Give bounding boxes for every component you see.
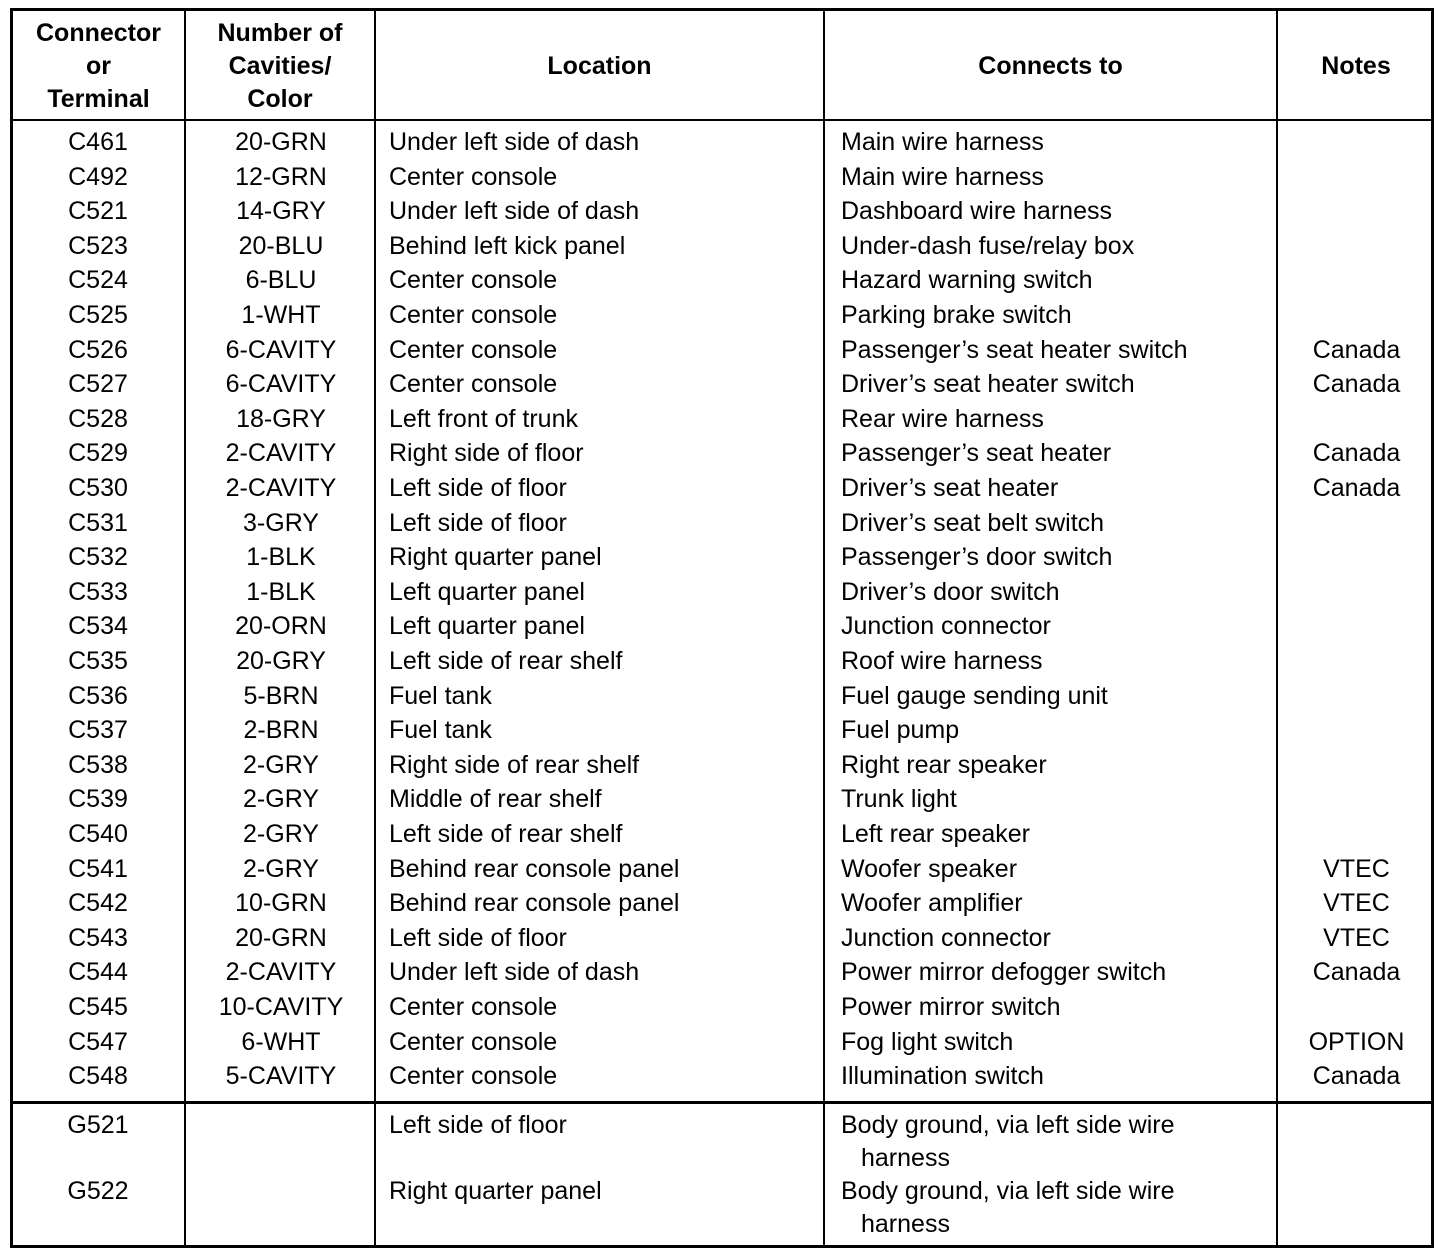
table-row-location: Center console: [389, 1062, 558, 1091]
table-row-connects-to: Woofer speaker: [841, 854, 1018, 883]
table-row-cavity-color: 2-BRN: [243, 716, 319, 745]
table-row-connector-id: C532: [68, 543, 128, 572]
table-row-notes: Canada: [1312, 439, 1401, 468]
column-divider: [1276, 11, 1278, 1245]
ground-row-id: G521: [67, 1111, 129, 1139]
table-row-location: Middle of rear shelf: [389, 785, 602, 814]
table-row-connector-id: C528: [68, 404, 128, 433]
table-row-notes: Canada: [1312, 1062, 1401, 1091]
ground-row-id: G522: [67, 1177, 129, 1205]
header-connector-line3: Terminal: [47, 84, 150, 113]
table-row-connector-id: C530: [68, 474, 128, 502]
table-row-cavity-color: 18-GRY: [236, 404, 326, 433]
table-row-connects-to: Trunk light: [841, 785, 957, 814]
table-row-location: Center console: [389, 370, 558, 399]
table-row-cavity-color: 20-ORN: [235, 612, 327, 641]
table-row-connector-id: C526: [68, 335, 128, 364]
table-row-location: Left quarter panel: [389, 612, 585, 641]
table-row-connector-id: C527: [68, 370, 128, 399]
table-row-location: Left front of trunk: [389, 404, 578, 433]
table-row-notes: VTEC: [1323, 923, 1390, 952]
table-row-connects-to: Illumination switch: [841, 1062, 1044, 1091]
header-notes: [1278, 11, 1434, 121]
table-row-connector-id: C492: [68, 162, 128, 191]
table-row-connector-id: C534: [68, 612, 128, 641]
table-row-connector-id: C537: [68, 716, 128, 745]
table-row-notes: OPTION: [1308, 1027, 1405, 1056]
table-row-connects-to: Passenger’s seat heater switch: [841, 335, 1188, 364]
table-row-location: Right side of rear shelf: [389, 750, 640, 779]
table-row-connector-id: C524: [68, 266, 128, 295]
table-row-cavity-color: 6-WHT: [241, 1027, 321, 1056]
table-row-connects-to: Rear wire harness: [841, 404, 1044, 433]
table-row-connector-id: C531: [68, 508, 128, 537]
table-row-connector-id: C533: [68, 577, 128, 606]
table-row-connector-id: C539: [68, 785, 128, 814]
table-row-connects-to: Fuel pump: [841, 716, 960, 745]
table-row-connects-to: Passenger’s door switch: [841, 543, 1113, 572]
table-row-location: Right side of floor: [389, 439, 584, 468]
table-row-notes: Canada: [1312, 958, 1401, 987]
table-row-location: Center console: [389, 335, 558, 364]
table-row-notes: Canada: [1312, 474, 1401, 502]
table-row-location: Left side of floor: [389, 474, 567, 502]
table-row-notes: Canada: [1312, 370, 1401, 399]
table-row-notes: VTEC: [1323, 889, 1390, 918]
header-connects-to: [825, 11, 1276, 121]
table-row-location: Behind rear console panel: [389, 889, 680, 918]
table-row-connects-to: Power mirror switch: [841, 993, 1061, 1021]
column-divider: [184, 11, 186, 1245]
table-row-cavity-color: 2-CAVITY: [225, 439, 337, 468]
header-location-label: Location: [547, 51, 652, 80]
table-row-location: Behind rear console panel: [389, 854, 680, 883]
table-row-connector-id: C523: [68, 231, 128, 260]
ground-row-location: Left side of floor: [389, 1111, 567, 1139]
table-row-cavity-color: 6-BLU: [245, 266, 317, 295]
ground-connects-to-line2: harness: [861, 1210, 950, 1238]
header-cavities-line2: Cavities/: [228, 51, 332, 80]
table-row-location: Under left side of dash: [389, 128, 640, 156]
table-row-location: Center console: [389, 1027, 558, 1056]
table-row-connects-to: Driver’s seat heater: [841, 474, 1059, 502]
table-row-cavity-color: 2-GRY: [243, 820, 319, 848]
table-row-connector-id: C548: [68, 1062, 128, 1091]
table-row-location: Behind left kick panel: [389, 231, 626, 260]
table-row-cavity-color: 2-GRY: [243, 750, 319, 779]
table-row-cavity-color: 2-GRY: [243, 785, 319, 814]
table-row-location: Fuel tank: [389, 681, 492, 710]
table-row-location: Left side of rear shelf: [389, 820, 623, 848]
table-row-location: Left side of floor: [389, 508, 567, 537]
header-connector: [13, 11, 184, 121]
table-row-connects-to: Parking brake switch: [841, 301, 1072, 329]
table-row-notes: VTEC: [1323, 854, 1390, 883]
table-row-connector-id: C529: [68, 439, 128, 468]
table-row-location: Center console: [389, 266, 558, 295]
table-row-notes: Canada: [1312, 335, 1401, 364]
table-row-cavity-color: 12-GRN: [235, 162, 327, 191]
table-row-connector-id: C547: [68, 1027, 128, 1056]
column-divider: [823, 11, 825, 1245]
table-row-cavity-color: 14-GRY: [236, 197, 326, 226]
header-notes-label: Notes: [1321, 51, 1391, 80]
table-row-connects-to: Left rear speaker: [841, 820, 1030, 848]
table-row-connector-id: C536: [68, 681, 128, 710]
table-row-cavity-color: 6-CAVITY: [225, 370, 337, 399]
table-row-cavity-color: 20-GRN: [235, 923, 327, 952]
table-row-cavity-color: 5-CAVITY: [225, 1062, 337, 1091]
table-row-location: Center console: [389, 301, 558, 329]
table-row-connects-to: Right rear speaker: [841, 750, 1047, 779]
table-row-connects-to: Roof wire harness: [841, 647, 1043, 675]
table-row-location: Center console: [389, 993, 558, 1021]
ground-row-location: Right quarter panel: [389, 1177, 602, 1205]
table-row-connects-to: Fog light switch: [841, 1027, 1014, 1056]
table-row-cavity-color: 5-BRN: [243, 681, 319, 710]
table-row-connects-to: Main wire harness: [841, 162, 1044, 191]
table-row-connects-to: Fuel gauge sending unit: [841, 681, 1108, 710]
table-row-cavity-color: 2-CAVITY: [225, 958, 337, 987]
ground-connects-to-line1: Body ground, via left side wire: [841, 1111, 1175, 1139]
table-row-connector-id: C543: [68, 923, 128, 952]
table-row-connects-to: Junction connector: [841, 923, 1051, 952]
header-cavities-line1: Number of: [217, 18, 343, 47]
table-row-connects-to: Dashboard wire harness: [841, 197, 1112, 226]
table-row-connects-to: Driver’s seat belt switch: [841, 508, 1105, 537]
table-row-cavity-color: 2-GRY: [243, 854, 319, 883]
table-row-location: Under left side of dash: [389, 197, 640, 226]
table-row-connects-to: Passenger’s seat heater: [841, 439, 1112, 468]
table-row-cavity-color: 20-BLU: [238, 231, 324, 260]
table-row-location: Left quarter panel: [389, 577, 585, 606]
table-row-cavity-color: 6-CAVITY: [225, 335, 337, 364]
table-row-location: Left side of floor: [389, 923, 567, 952]
table-row-connector-id: C545: [68, 993, 128, 1021]
table-row-connector-id: C544: [68, 958, 128, 987]
table-row-connector-id: C525: [68, 301, 128, 329]
table-row-cavity-color: 3-GRY: [243, 508, 319, 537]
table-row-connector-id: C542: [68, 889, 128, 918]
header-connects-to-label: Connects to: [978, 51, 1123, 80]
table-row-cavity-color: 20-GRY: [236, 647, 326, 675]
table-row-connects-to: Woofer amplifier: [841, 889, 1023, 918]
ground-connects-to-line1: Body ground, via left side wire: [841, 1177, 1175, 1205]
header-cavities: [186, 11, 374, 121]
table-row-location: Fuel tank: [389, 716, 492, 745]
table-row-connects-to: Under-dash fuse/relay box: [841, 231, 1135, 260]
header-cavities-line3: Color: [247, 84, 313, 113]
table-row-location: Left side of rear shelf: [389, 647, 623, 675]
ground-connects-to-line2: harness: [861, 1144, 950, 1172]
table-row-location: Right quarter panel: [389, 543, 602, 572]
header-connector-line2: or: [86, 51, 111, 80]
table-row-connects-to: Driver’s door switch: [841, 577, 1060, 606]
table-row-cavity-color: 1-BLK: [246, 543, 316, 572]
table-row-connects-to: Hazard warning switch: [841, 266, 1093, 295]
ground-row-connects-to: [841, 1175, 1175, 1241]
table-row-connects-to: Main wire harness: [841, 128, 1044, 156]
table-row-cavity-color: 20-GRN: [235, 128, 327, 156]
ground-row-connects-to: [841, 1109, 1175, 1175]
table-row-cavity-color: 2-CAVITY: [225, 474, 337, 502]
table-row-connector-id: C535: [68, 647, 128, 675]
table-row-connects-to: Junction connector: [841, 612, 1051, 641]
header-location: [376, 11, 823, 121]
table-row-connector-id: C541: [68, 854, 128, 883]
table-row-cavity-color: 1-WHT: [241, 301, 321, 329]
table-row-cavity-color: 1-BLK: [246, 577, 316, 606]
table-row-location: Center console: [389, 162, 558, 191]
section-divider: [13, 1101, 1431, 1104]
table-row-connector-id: C540: [68, 820, 128, 848]
header-connector-line1: Connector: [36, 18, 161, 47]
table-row-cavity-color: 10-GRN: [235, 889, 327, 918]
table-row-cavity-color: 10-CAVITY: [218, 993, 344, 1021]
table-row-connects-to: Power mirror defogger switch: [841, 958, 1167, 987]
table-row-connector-id: C521: [68, 197, 128, 226]
table-row-location: Under left side of dash: [389, 958, 640, 987]
table-row-connector-id: C461: [68, 128, 128, 156]
table-row-connects-to: Driver’s seat heater switch: [841, 370, 1135, 399]
table-row-connector-id: C538: [68, 750, 128, 779]
connector-table: [10, 8, 1434, 1248]
